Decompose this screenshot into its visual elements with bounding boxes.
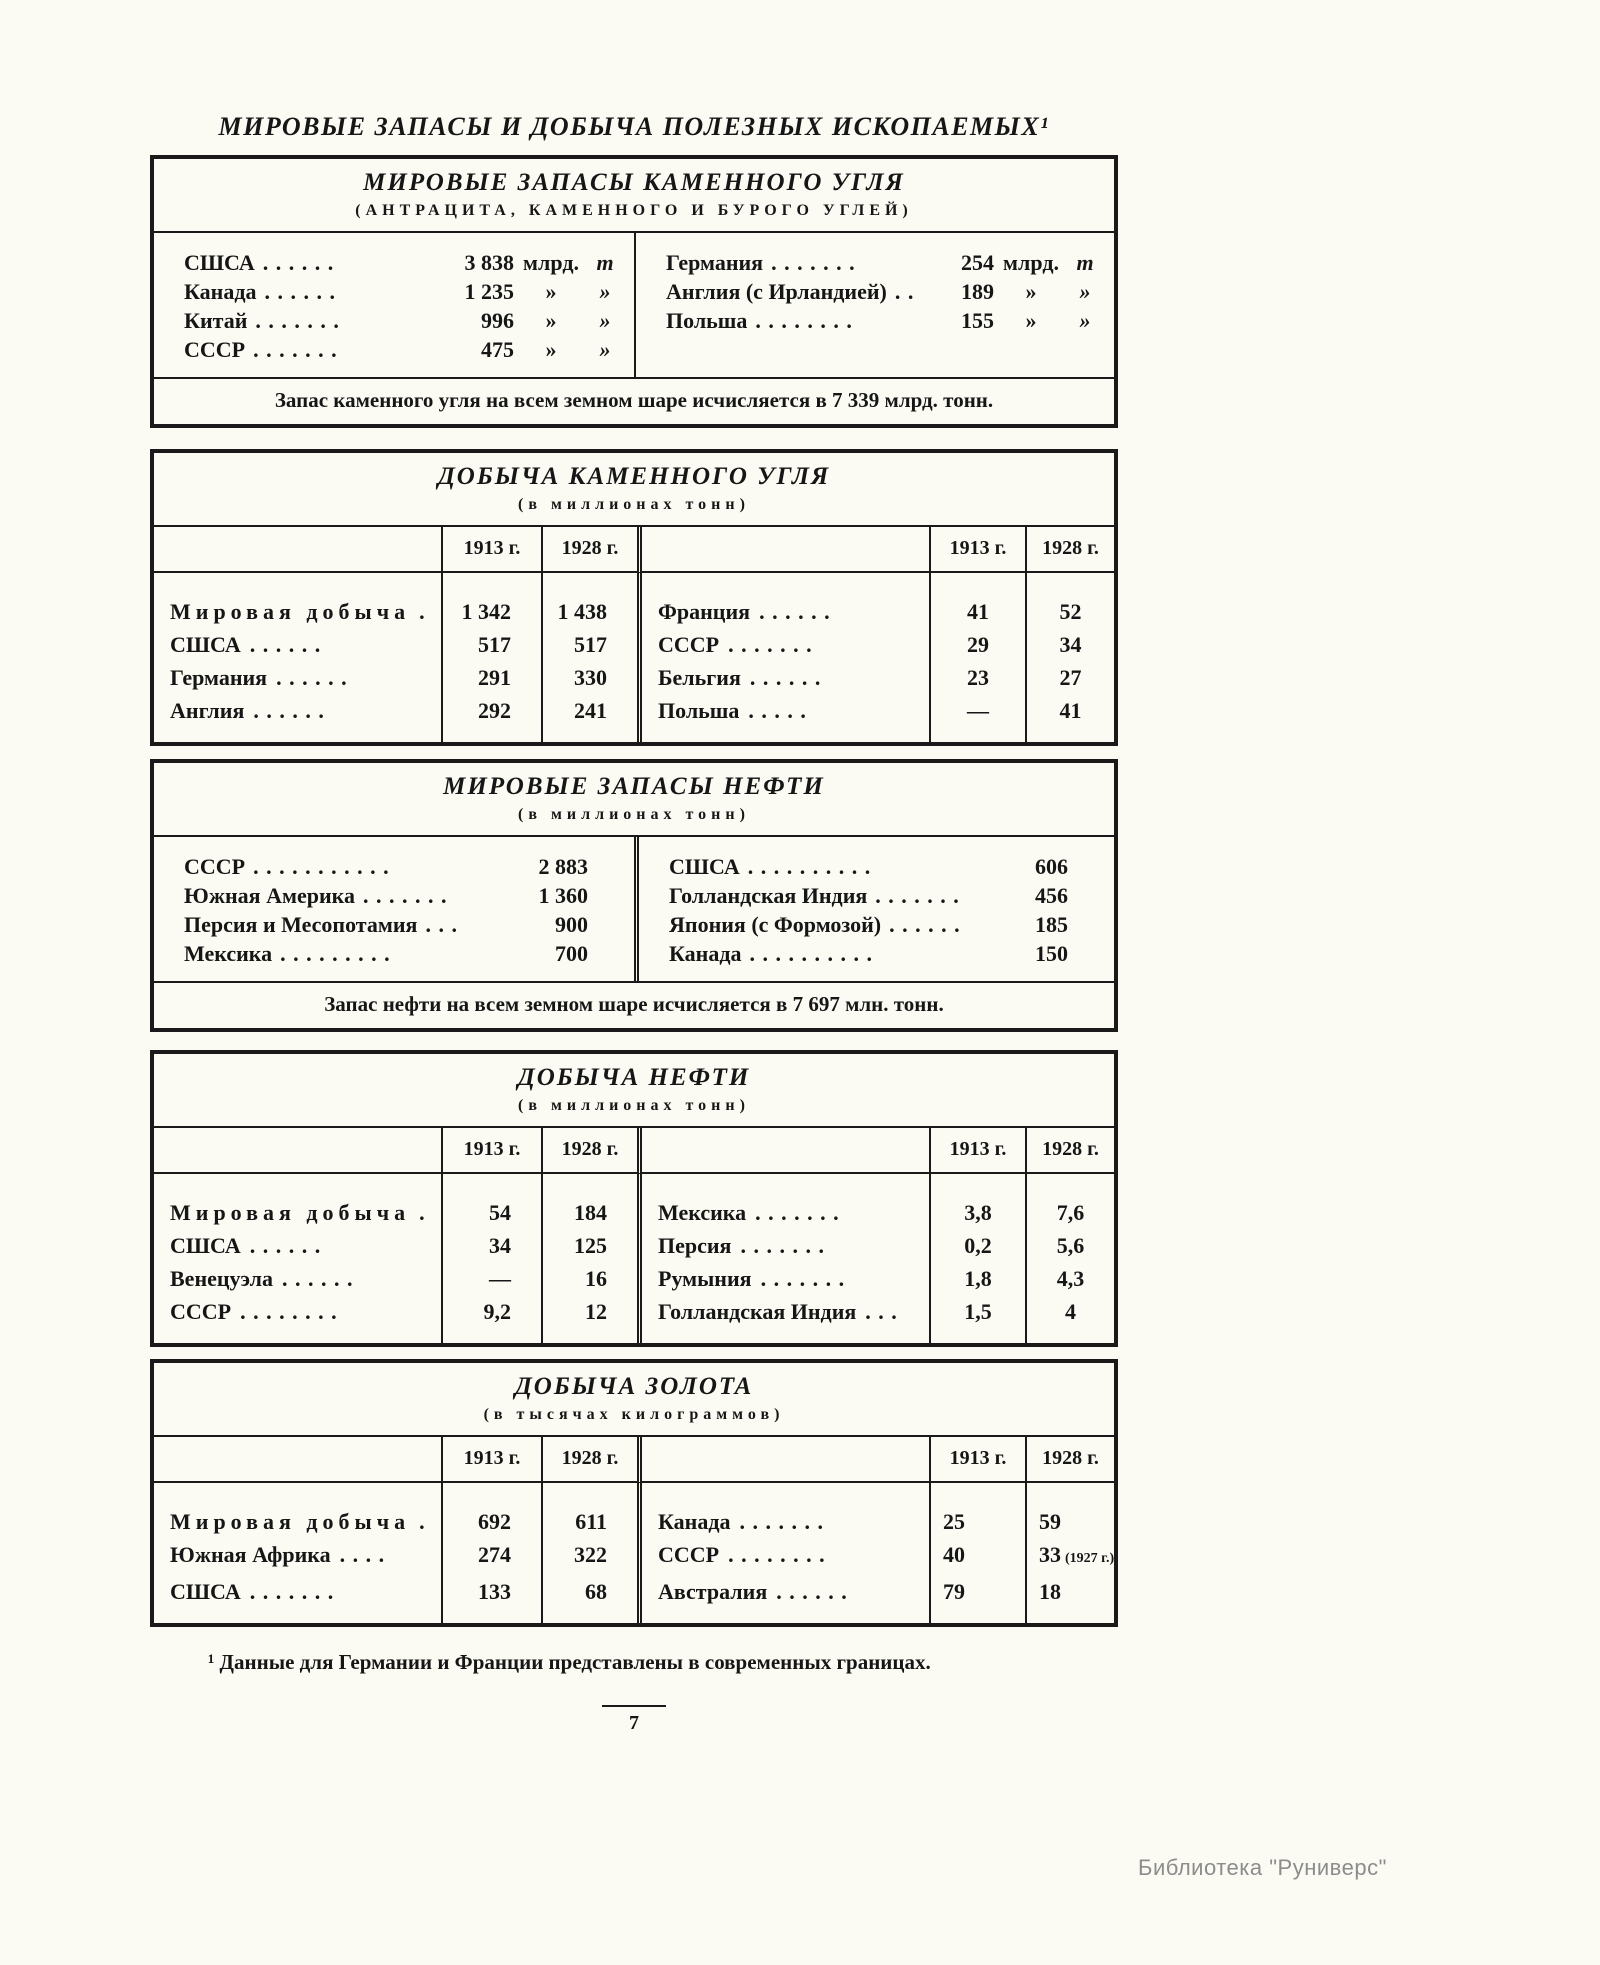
value-1913: 41 <box>929 573 1025 628</box>
row-label-cell <box>637 661 929 694</box>
unit-label: » <box>545 337 557 362</box>
value-1928: 18 <box>1025 1575 1114 1623</box>
year-header-1913: 1913 г. <box>929 527 1025 573</box>
dot-leader: . . . . . . <box>276 665 348 690</box>
gold-production-header <box>154 1363 1114 1437</box>
dot-leader: . . . . . . . <box>771 250 856 275</box>
value-1913: 1,5 <box>929 1295 1025 1343</box>
value-1913: 517 <box>441 628 541 661</box>
reserve-value: 900 <box>555 912 588 937</box>
value-1928: 12 <box>541 1295 637 1343</box>
reserve-row <box>154 277 634 306</box>
coal-reserves-table <box>150 155 1118 428</box>
country-label: Франция <box>658 599 751 624</box>
value-1913: 9,2 <box>441 1295 541 1343</box>
dot-leader: . . . . . . . <box>728 632 813 657</box>
data-grid <box>154 1437 1114 1623</box>
country-label: СШСА <box>184 250 255 275</box>
page-number-block <box>150 1705 1118 1735</box>
row-label-cell <box>637 694 929 742</box>
value-1928: 125 <box>541 1229 637 1262</box>
table-subtitle: (в миллионах тонн) <box>518 1097 750 1114</box>
value-1928-with-note <box>1025 1538 1114 1575</box>
value-1913: — <box>441 1262 541 1295</box>
country-label: Мировая добыча <box>170 599 411 624</box>
coal-reserves-header <box>154 159 1114 233</box>
row-label-cell <box>154 1174 441 1229</box>
reserve-row <box>154 910 634 939</box>
reserve-row <box>636 248 1114 277</box>
reserve-value: 456 <box>1035 883 1068 908</box>
dot-leader: . . . . . . . <box>362 883 448 908</box>
country-label: Англия <box>170 698 245 723</box>
value-1913: 25 <box>929 1483 1025 1538</box>
dot-leader: . . . . . . . <box>739 1509 824 1534</box>
unit-label: млрд. <box>1003 250 1059 275</box>
empty-header-cell <box>154 527 441 573</box>
page-number: 7 <box>629 1712 639 1734</box>
oil-production-header <box>154 1054 1114 1128</box>
row-label-cell <box>154 573 441 628</box>
year-header-1928: 1928 г. <box>1025 1128 1114 1174</box>
dot-leader: . . . . . . . . . . <box>749 941 873 966</box>
country-label: СШСА <box>669 854 740 879</box>
reserve-value: 475 <box>481 337 514 362</box>
right-column <box>634 233 1114 377</box>
country-label: СССР <box>658 632 720 657</box>
dot-leader: . . . . . . . <box>740 1233 825 1258</box>
row-label-cell <box>154 694 441 742</box>
country-label: Голландская Индия <box>658 1299 857 1324</box>
value-1928: 4,3 <box>1025 1262 1114 1295</box>
country-label: Германия <box>666 250 764 275</box>
dot-leader: . . . . . . <box>759 599 831 624</box>
country-label: Мировая добыча <box>170 1200 411 1225</box>
reserve-row <box>639 881 1114 910</box>
value-1928: 241 <box>541 694 637 742</box>
unit-symbol: т <box>596 250 614 275</box>
library-watermark: Библиотека "Руниверс" <box>1138 1855 1387 1880</box>
country-label: Персия <box>658 1233 732 1258</box>
reserve-row <box>154 939 634 968</box>
country-label: Мексика <box>658 1200 747 1225</box>
reserve-value: 150 <box>1035 941 1068 966</box>
unit-label: » <box>1025 279 1037 304</box>
dot-leader: . . . . . . <box>253 698 325 723</box>
empty-header-cell <box>637 1437 929 1483</box>
page-content <box>150 0 1118 1735</box>
value-1928: 184 <box>541 1174 637 1229</box>
country-label: Венецуэла <box>170 1266 274 1291</box>
value-1913: 3,8 <box>929 1174 1025 1229</box>
table-total-note: Запас нефти на всем земном шаре исчисляется в 7 697 млн. тонн. <box>154 981 1114 1028</box>
dot-leader: . . <box>894 279 915 304</box>
country-label: Канада <box>669 941 742 966</box>
dot-leader: . . . . . . <box>249 1233 322 1258</box>
country-label: Канада <box>184 279 257 304</box>
value-1928: 611 <box>541 1483 637 1538</box>
value-1928: 517 <box>541 628 637 661</box>
row-label-cell <box>154 1229 441 1262</box>
dot-leader: . . . . . . . . <box>240 1299 338 1324</box>
country-label: Австралия <box>658 1579 768 1604</box>
dot-leader: . . . . . . . . . <box>280 941 391 966</box>
table-title: ДОБЫЧА ЗОЛОТА <box>514 1373 754 1400</box>
dot-leader: . . . . . . . <box>875 883 960 908</box>
country-label: СССР <box>184 337 246 362</box>
table-body <box>154 233 1114 377</box>
unit-label: млрд. <box>523 250 579 275</box>
unit-label: » <box>1025 308 1037 333</box>
country-label: Германия <box>170 665 268 690</box>
row-label-cell <box>637 573 929 628</box>
unit-label: » <box>545 279 557 304</box>
reserve-value: 155 <box>961 308 994 333</box>
unit-symbol: » <box>599 279 611 304</box>
year-header-1913: 1913 г. <box>441 1437 541 1483</box>
country-label: Англия (с Ирландией) <box>666 279 887 304</box>
row-label-cell <box>637 1174 929 1229</box>
table-title: ДОБЫЧА НЕФТИ <box>517 1064 751 1091</box>
value-1928: 27 <box>1025 661 1114 694</box>
value-1928: 1 438 <box>541 573 637 628</box>
table-subtitle: (в миллионах тонн) <box>518 496 750 513</box>
row-label-cell <box>637 1575 929 1623</box>
right-column <box>634 837 1114 981</box>
dot-leader: . . . <box>425 912 458 937</box>
year-header-1928: 1928 г. <box>1025 1437 1114 1483</box>
reserve-row <box>636 277 1114 306</box>
value-1928: 41 <box>1025 694 1114 742</box>
table-title: МИРОВЫЕ ЗАПАСЫ НЕФТИ <box>443 773 825 800</box>
left-column <box>154 837 634 981</box>
dot-leader: . . . . . . . <box>253 337 338 362</box>
dot-leader: . . . . . . . <box>249 1579 335 1604</box>
value-1913: 1,8 <box>929 1262 1025 1295</box>
dot-leader: . . . . . . <box>249 632 322 657</box>
dot-leader: . . . . . . . <box>755 1200 840 1225</box>
row-label-cell <box>637 1538 929 1575</box>
table-body <box>154 837 1114 981</box>
reserve-value: 1 360 <box>538 883 588 908</box>
country-label: Румыния <box>658 1266 752 1291</box>
reserve-value: 606 <box>1035 854 1068 879</box>
value-1913: 79 <box>929 1575 1025 1623</box>
unit-symbol: » <box>599 337 611 362</box>
reserve-row <box>154 306 634 335</box>
value-1913: 29 <box>929 628 1025 661</box>
country-label: СШСА <box>170 1579 241 1604</box>
row-label-cell <box>154 1483 441 1538</box>
country-label: Китай <box>184 308 248 333</box>
table-title: МИРОВЫЕ ЗАПАСЫ КАМЕННОГО УГЛЯ <box>363 169 905 196</box>
table-title: ДОБЫЧА КАМЕННОГО УГЛЯ <box>437 463 831 490</box>
dot-leader: . . . . <box>339 1542 386 1567</box>
dot-leader: . . . . . . . . <box>728 1542 826 1567</box>
data-grid <box>154 1128 1114 1343</box>
reserve-row <box>154 881 634 910</box>
table-total-note: Запас каменного угля на всем земном шаре исчисляется в 7 339 млрд. тонн. <box>154 377 1114 424</box>
dot-leader: . . . . . <box>748 698 807 723</box>
unit-label: » <box>545 308 557 333</box>
country-label: Бельгия <box>658 665 741 690</box>
country-label: СССР <box>184 854 246 879</box>
table-subtitle: (в миллионах тонн) <box>518 806 750 823</box>
value-1928: 34 <box>1025 628 1114 661</box>
table-subtitle: (АНТРАЦИТА, КАМЕННОГО И БУРОГО УГЛЕЙ) <box>355 202 913 219</box>
row-label-cell <box>637 628 929 661</box>
coal-production-table <box>150 449 1118 746</box>
year-header-1928: 1928 г. <box>541 1128 637 1174</box>
country-label: Польша <box>658 698 740 723</box>
row-label-cell <box>637 1262 929 1295</box>
year-header-1928: 1928 г. <box>541 1437 637 1483</box>
value-1928: 59 <box>1025 1483 1114 1538</box>
row-label-cell <box>637 1295 929 1343</box>
value-1928: 330 <box>541 661 637 694</box>
empty-header-cell <box>154 1437 441 1483</box>
dot-leader: . . . . . . <box>282 1266 354 1291</box>
value-1913: 1 342 <box>441 573 541 628</box>
row-label-cell <box>154 1575 441 1623</box>
reserve-value: 189 <box>961 279 994 304</box>
coal-production-header <box>154 453 1114 527</box>
reserve-value: 254 <box>961 250 994 275</box>
value-1928: 7,6 <box>1025 1174 1114 1229</box>
value-1928: 322 <box>541 1538 637 1575</box>
dot-leader: . . . . . . . <box>255 308 340 333</box>
dot-leader: . . . . . . . <box>760 1266 846 1291</box>
reserve-row <box>154 335 634 364</box>
reserve-row <box>639 910 1114 939</box>
value-1913: 40 <box>929 1538 1025 1575</box>
row-label-cell <box>154 1295 441 1343</box>
reserve-value: 996 <box>481 308 514 333</box>
country-label: Мировая добыча <box>170 1509 411 1534</box>
unit-symbol: » <box>599 308 611 333</box>
reserve-row <box>639 939 1114 968</box>
document-title: МИРОВЫЕ ЗАПАСЫ И ДОБЫЧА ПОЛЕЗНЫХ ИСКОПАЕМЫХ¹ <box>218 112 1050 141</box>
reserve-value: 2 883 <box>538 854 588 879</box>
value-1913: 34 <box>441 1229 541 1262</box>
row-label-cell <box>637 1483 929 1538</box>
dot-leader: . . . . . . <box>262 250 335 275</box>
year-header-1913: 1913 г. <box>441 527 541 573</box>
country-label: Южная Африка <box>170 1542 331 1567</box>
row-label-cell <box>154 661 441 694</box>
gold-production-table <box>150 1359 1118 1627</box>
year-header-1913: 1913 г. <box>929 1128 1025 1174</box>
value-1913: 0,2 <box>929 1229 1025 1262</box>
left-column <box>154 233 634 377</box>
value-1913: 133 <box>441 1575 541 1623</box>
country-label: СШСА <box>170 632 241 657</box>
dot-leader: . <box>419 1509 426 1534</box>
row-label-cell <box>154 1262 441 1295</box>
year-header-1913: 1913 г. <box>929 1437 1025 1483</box>
dot-leader: . . . . . . <box>264 279 336 304</box>
value-1913: 692 <box>441 1483 541 1538</box>
country-label: СССР <box>658 1542 720 1567</box>
row-label-cell <box>637 1229 929 1262</box>
footnote: ¹ Данные для Германии и Франции представлены в современных границах. <box>208 1650 931 1674</box>
year-header-1913: 1913 г. <box>441 1128 541 1174</box>
year-header-1928: 1928 г. <box>541 527 637 573</box>
empty-header-cell <box>637 527 929 573</box>
country-label: Персия и Месопотамия <box>184 912 418 937</box>
dot-leader: . . . . . . . . . . <box>747 854 872 879</box>
value-1928: 52 <box>1025 573 1114 628</box>
year-header-1928: 1928 г. <box>1025 527 1114 573</box>
value-1928: 4 <box>1025 1295 1114 1343</box>
reserve-value: 3 838 <box>464 250 514 275</box>
dot-leader: . . . . . . . . . . . <box>253 854 390 879</box>
row-label-cell <box>154 628 441 661</box>
table-subtitle: (в тысячах килограммов) <box>483 1406 785 1423</box>
value-1913: 292 <box>441 694 541 742</box>
value-1913: 274 <box>441 1538 541 1575</box>
reserve-value: 1 235 <box>464 279 514 304</box>
country-label: Голландская Индия <box>669 883 868 908</box>
oil-production-table <box>150 1050 1118 1347</box>
unit-symbol: » <box>1079 279 1091 304</box>
oil-reserves-header <box>154 763 1114 837</box>
value-year-note: (1927 г.) <box>1065 1551 1115 1566</box>
dot-leader: . . . . . . <box>776 1579 848 1604</box>
country-label: СССР <box>170 1299 232 1324</box>
page-number-rule <box>602 1705 666 1707</box>
country-label: Япония (с Формозой) <box>669 912 882 937</box>
oil-reserves-table <box>150 759 1118 1032</box>
dot-leader: . . . . . . <box>749 665 822 690</box>
empty-header-cell <box>637 1128 929 1174</box>
row-label-cell <box>154 1538 441 1575</box>
reserve-value: 185 <box>1035 912 1068 937</box>
value-1928: 33 <box>1039 1542 1061 1567</box>
country-label: Мексика <box>184 941 273 966</box>
reserve-row <box>639 852 1114 881</box>
value-1913: 291 <box>441 661 541 694</box>
value-1928: 68 <box>541 1575 637 1623</box>
dot-leader: . <box>419 599 426 624</box>
dot-leader: . <box>419 1200 426 1225</box>
empty-header-cell <box>154 1128 441 1174</box>
data-grid <box>154 527 1114 742</box>
value-1928: 16 <box>541 1262 637 1295</box>
dot-leader: . . . . . . . . <box>755 308 853 333</box>
value-1913: 23 <box>929 661 1025 694</box>
country-label: Польша <box>666 308 748 333</box>
country-label: Канада <box>658 1509 731 1534</box>
dot-leader: . . . . . . <box>889 912 961 937</box>
country-label: Южная Америка <box>184 883 355 908</box>
reserve-row <box>636 306 1114 335</box>
reserve-row <box>154 248 634 277</box>
country-label: СШСА <box>170 1233 241 1258</box>
unit-symbol: т <box>1076 250 1094 275</box>
reserve-row <box>154 852 634 881</box>
unit-symbol: » <box>1079 308 1091 333</box>
dot-leader: . . . <box>865 1299 898 1324</box>
value-1913: — <box>929 694 1025 742</box>
value-1928: 5,6 <box>1025 1229 1114 1262</box>
value-1913: 54 <box>441 1174 541 1229</box>
reserve-value: 700 <box>555 941 588 966</box>
